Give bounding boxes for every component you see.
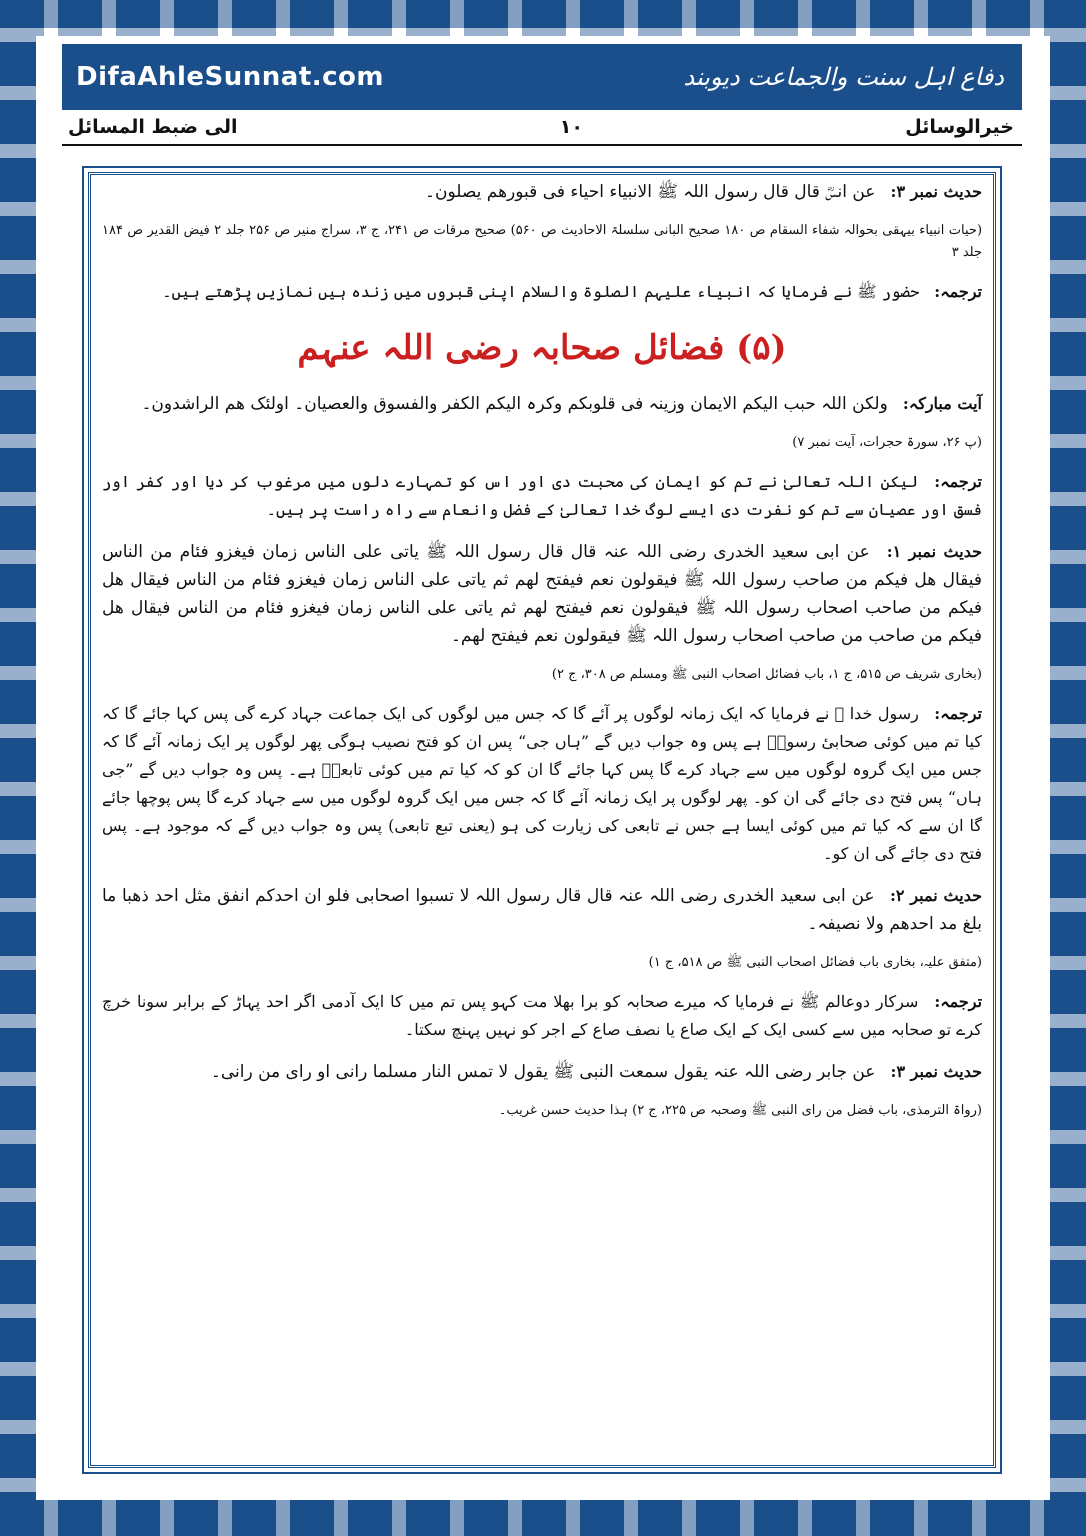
page-number: ۱۰: [559, 116, 583, 138]
reference: (متفق علیہ، بخاری باب فضائل اصحاب النبی ﷺ ص ۵۱۸، ج ۱): [648, 955, 982, 970]
hadith-label: حدیث نمبر ۱:: [886, 542, 982, 561]
book-part-title: الی ضبط المسائل: [68, 116, 238, 138]
hadith-block: [102, 538, 982, 650]
ayat-text: ولکن اللہ حبب الیکم الایمان وزینہ فی قلوبکم وکرہ الیکم الکفر والفسوق والعصیان۔ اولئک ھم الراشدون۔: [141, 394, 888, 414]
hadith-block: [102, 178, 982, 206]
hadith-block: [102, 882, 982, 938]
translation-text: لیکن اللہ تعالیٰ نے تم کو ایمان کی محبت دی اور اس کو تمہارے دلوں میں مرغوب کر دیا اور کفر اور فسق اور عصیان سے تم کو نفرت دی ایسے لوگ خدا تعالیٰ کے فضل وانعام سے راہ راست پر ہیں۔: [102, 472, 982, 519]
reference: (رواۃ الترمذی، باب فضل من رای النبی ﷺ وصحبہ ص ۲۲۵، ج ۲) ہذا حدیث حسن غریب۔: [498, 1103, 982, 1118]
hadith-label: حدیث نمبر ۳:: [890, 182, 982, 201]
hadith-text: عن جابر رضی اللہ عنہ یقول سمعت النبی ﷺ یقول لا تمس النار مسلما رانی او رای من رانی۔: [210, 1062, 876, 1082]
content: [102, 178, 982, 1136]
translation-text: سرکار دوعالم ﷺ نے فرمایا کہ میرے صحابہ کو برا بھلا مت کہو پس تم میں کا ایک آدمی اگر احد پہاڑ کے برابر سونا خرچ کرے تو صحابہ میں سے کسی ایک کے ایک صاع یا نصف صاع کے اجر کو نہیں پہنچ سکتا۔: [102, 992, 982, 1039]
translation-block: [102, 278, 982, 306]
book-title: خیرالوسائل: [905, 116, 1014, 138]
hadith-text: عن ابی سعید الخدری رضی اللہ عنہ قال قال رسول اللہ ﷺ یاتی علی الناس زمان فیغزو فئام من الناس فیقال ھل فیکم من صاحب رسول اللہ ﷺ فیقولون نعم فیفتح لھم ثم یاتی علی الناس زمان فیغزو فئام من الناس فیقال ھل فیکم من صاحب اصحاب رسول اللہ ﷺ فیقولون نعم فیفتح لھم ثم یاتی علی الناس زمان فیغزو فئام من الناس فیقال ھل فیکم من صاحب من صاحب اصحاب رسول اللہ ﷺ فیقولون نعم فیفتح لھم۔: [102, 542, 982, 646]
hadith-label: حدیث نمبر ۳:: [890, 1062, 982, 1081]
hadith-label: حدیث نمبر ۲:: [889, 886, 983, 905]
translation-text: حضور ﷺ نے فرمایا کہ انبیاء علیہم الصلوۃ والسلام اپنی قبروں میں زندہ ہیں نمازیں پڑھتے ہیں۔: [162, 282, 920, 301]
subheader: [62, 110, 1022, 144]
translation-label: ترجمہ:: [934, 992, 983, 1011]
reference: (پ ۲۶، سورۃ حجرات، آیت نمبر ۷): [792, 435, 982, 450]
translation-block: [102, 700, 982, 868]
ayat-block: [102, 390, 982, 418]
hadith-text: عن ابی سعید الخدری رضی اللہ عنہ قال قال رسول اللہ لا تسبوا اصحابی فلو ان احدکم انفق مثل احد ذھبا ما بلغ مد احدھم ولا نصیفہ۔: [102, 886, 982, 934]
reference: (حیات انبیاء بیہقی بحوالہ شفاء السقام ص ۱۸۰ صحیح البانی سلسلۃ الاحادیث ص ۵۶۰) صحیح مرقات ص ۲۴۱، ج ۳، سراج منیر ص ۲۵۶ جلد ۲ فیض القدیر ص ۱۸۴ جلد ۳: [102, 223, 983, 260]
ayat-label: آیت مبارکہ:: [902, 394, 982, 413]
translation-block: [102, 988, 982, 1044]
translation-text: رسول خدا ﷺ نے فرمایا کہ ایک زمانہ لوگوں پر آئے گا کہ جس میں لوگوں کی ایک جماعت جہاد کرے گی پس کہا جائے گا کہ کیا تم میں کوئی صحابیٔ رسولؐ ہے پس وہ جواب دیں گے ”ہاں جی“ پس ان کو فتح نصیب ہوگی پھر لوگوں پر ایک زمانہ آئے گا کہ جس میں ایک گروہ لوگوں میں سے جہاد کرے گا پس کہا جائے گا ان کو کہ کیا تم میں کوئی تابعیؒ ہے۔ پس وہ جواب دیں گے ”جی ہاں“ پس فتح دی جائے گی ان کو۔ پھر لوگوں پر ایک زمانہ آئے گا کہ جس میں ایک گروہ لوگوں میں سے جہاد کرے گا پس پوچھا جائے گا ان سے کہ کیا تم میں کوئی ایسا ہے جس نے تابعی کی زیارت کی ہو (یعنی تبع تابعی) پس وہ جواب دیں گے کہ موجود ہے۔ پس فتح دی جائے گی ان کو۔: [102, 704, 982, 863]
brand-title: دفاع اہل سنت والجماعت دیوبند: [683, 63, 1004, 91]
translation-label: ترجمہ:: [934, 472, 982, 491]
translation-label: ترجمہ:: [934, 704, 982, 723]
reference: (بخاری شریف ص ۵۱۵، ج ۱، باب فضائل اصحاب النبی ﷺ ومسلم ص ۳۰۸، ج ۲): [551, 667, 982, 682]
hadith-block: [102, 1058, 982, 1086]
translation-block: [102, 468, 982, 524]
site-name[interactable]: DifaAhleSunnat.com: [76, 62, 384, 92]
hadith-text: عن انسؓ قال قال رسول اللہ ﷺ الانبیاء احیاء فی قبورھم یصلون۔: [425, 182, 876, 202]
page: [62, 44, 1022, 1474]
section-title: (۵) فضائل صحابہ رضی اللہ عنہم: [297, 328, 787, 368]
header-bar: [62, 44, 1022, 110]
header-divider: [62, 144, 1022, 146]
translation-label: ترجمہ:: [934, 282, 982, 301]
